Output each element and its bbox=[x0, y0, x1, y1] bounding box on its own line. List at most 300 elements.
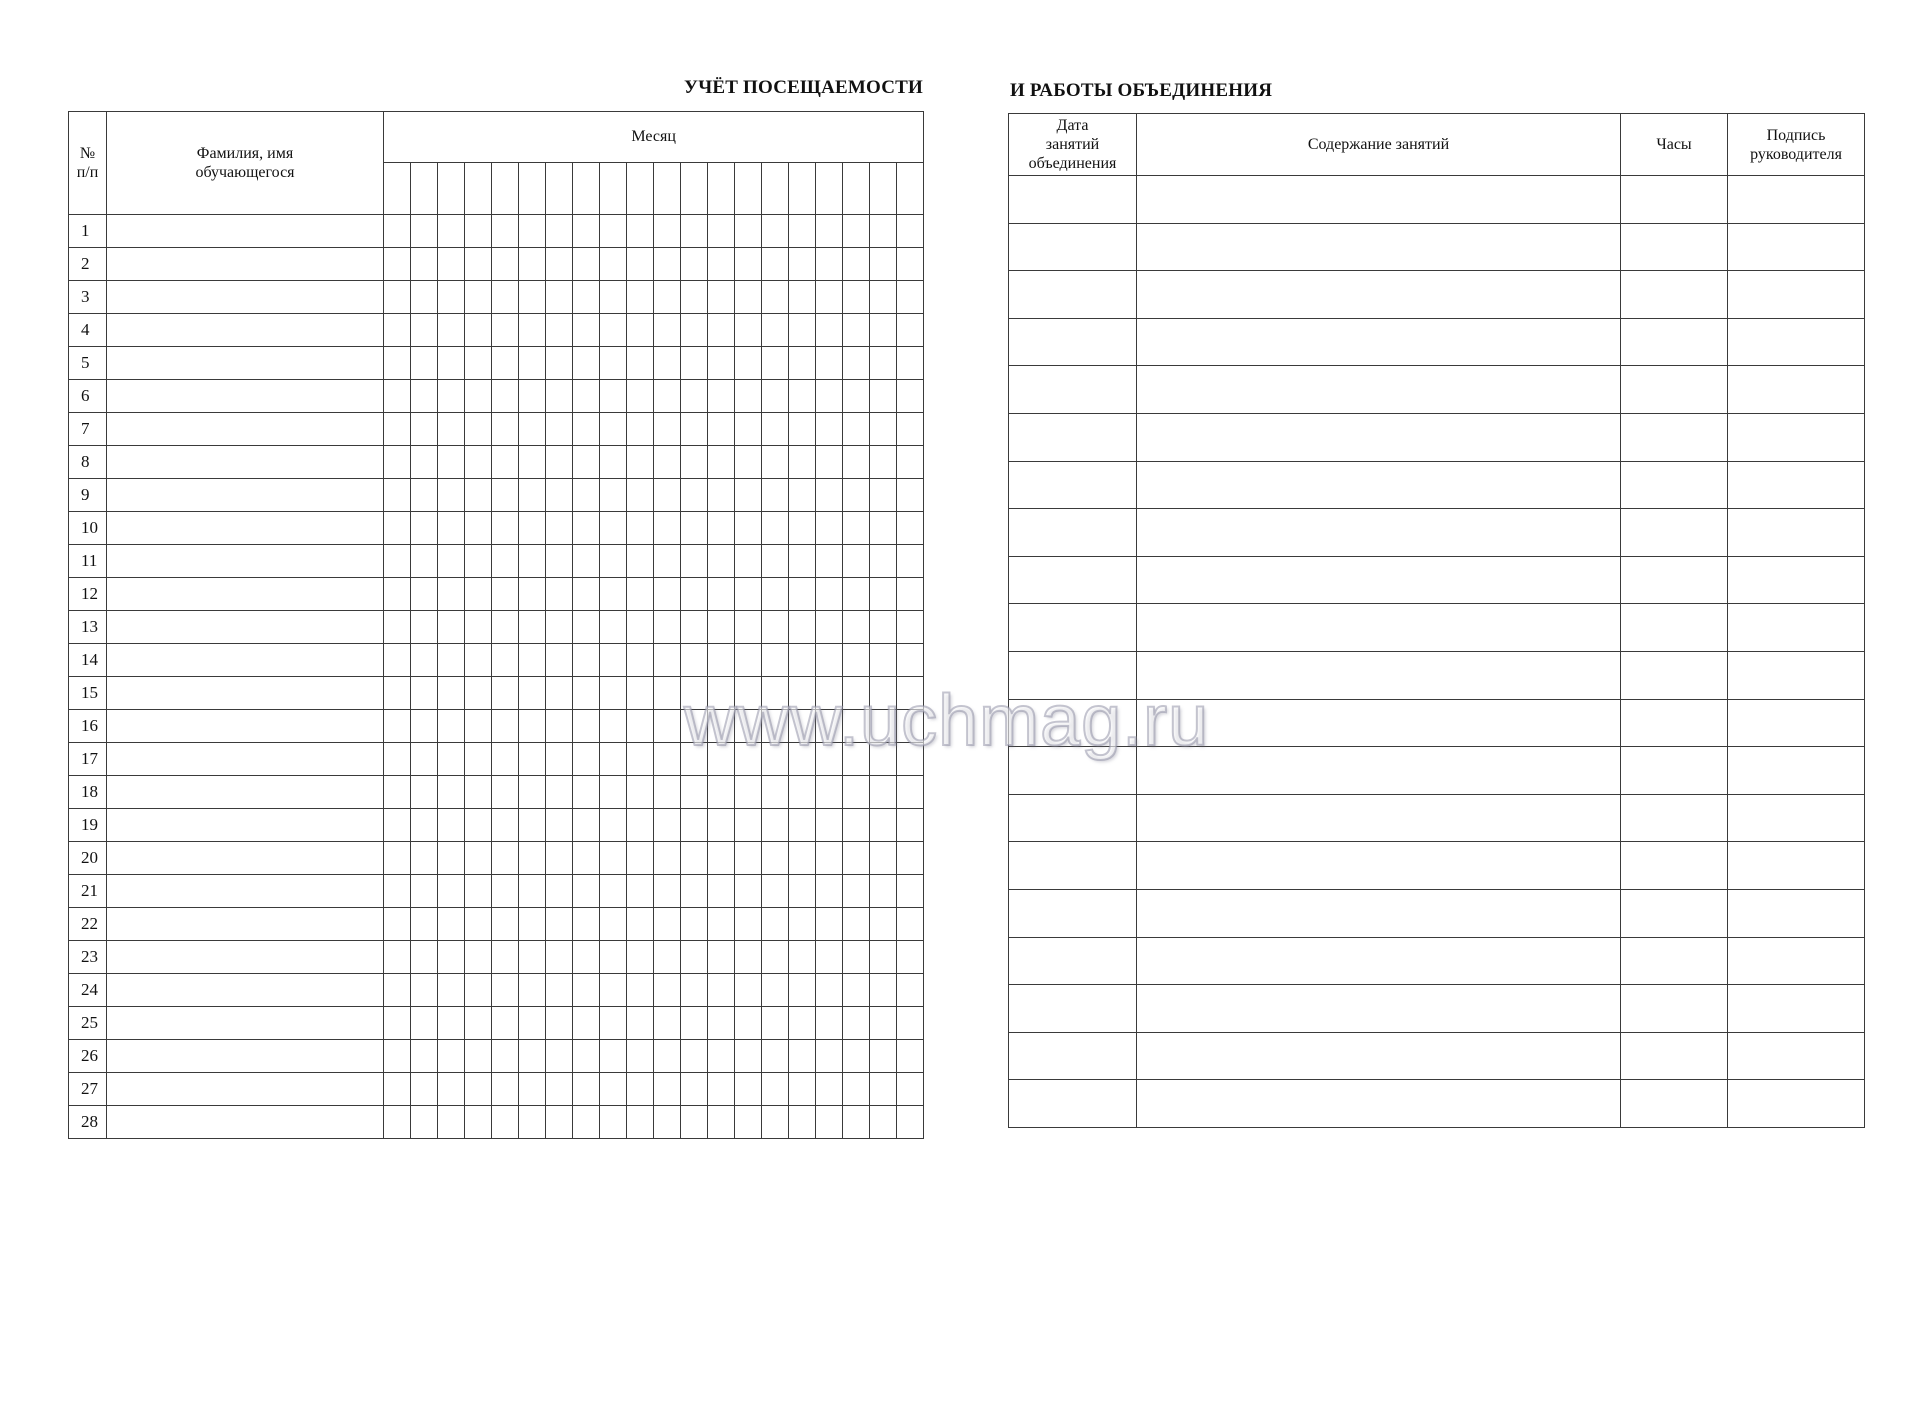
attendance-mark-cell[interactable] bbox=[762, 809, 789, 842]
lesson-content-cell[interactable] bbox=[1137, 509, 1621, 557]
attendance-mark-cell[interactable] bbox=[438, 974, 465, 1007]
attendance-mark-cell[interactable] bbox=[492, 710, 519, 743]
attendance-mark-cell[interactable] bbox=[708, 611, 735, 644]
attendance-mark-cell[interactable] bbox=[465, 776, 492, 809]
attendance-mark-cell[interactable] bbox=[789, 743, 816, 776]
lesson-hours-cell[interactable] bbox=[1621, 176, 1728, 224]
attendance-mark-cell[interactable] bbox=[546, 743, 573, 776]
student-name-cell[interactable] bbox=[107, 1106, 384, 1139]
attendance-mark-cell[interactable] bbox=[681, 446, 708, 479]
attendance-mark-cell[interactable] bbox=[735, 512, 762, 545]
attendance-mark-cell[interactable] bbox=[681, 314, 708, 347]
attendance-mark-cell[interactable] bbox=[870, 710, 897, 743]
attendance-mark-cell[interactable] bbox=[843, 413, 870, 446]
attendance-mark-cell[interactable] bbox=[681, 347, 708, 380]
attendance-mark-cell[interactable] bbox=[573, 875, 600, 908]
lesson-date-cell[interactable] bbox=[1009, 889, 1137, 937]
attendance-mark-cell[interactable] bbox=[573, 281, 600, 314]
lesson-date-cell[interactable] bbox=[1009, 461, 1137, 509]
attendance-mark-cell[interactable] bbox=[735, 776, 762, 809]
attendance-mark-cell[interactable] bbox=[411, 875, 438, 908]
attendance-mark-cell[interactable] bbox=[492, 776, 519, 809]
attendance-mark-cell[interactable] bbox=[870, 314, 897, 347]
attendance-mark-cell[interactable] bbox=[681, 479, 708, 512]
attendance-mark-cell[interactable] bbox=[735, 248, 762, 281]
attendance-mark-cell[interactable] bbox=[735, 644, 762, 677]
attendance-mark-cell[interactable] bbox=[897, 1106, 924, 1139]
attendance-mark-cell[interactable] bbox=[465, 248, 492, 281]
attendance-mark-cell[interactable] bbox=[384, 974, 411, 1007]
attendance-mark-cell[interactable] bbox=[546, 314, 573, 347]
lesson-signature-cell[interactable] bbox=[1728, 747, 1865, 795]
attendance-mark-cell[interactable] bbox=[735, 1073, 762, 1106]
attendance-mark-cell[interactable] bbox=[735, 413, 762, 446]
attendance-mark-cell[interactable] bbox=[816, 743, 843, 776]
attendance-mark-cell[interactable] bbox=[681, 677, 708, 710]
attendance-mark-cell[interactable] bbox=[411, 1040, 438, 1073]
lesson-hours-cell[interactable] bbox=[1621, 985, 1728, 1033]
attendance-mark-cell[interactable] bbox=[546, 1007, 573, 1040]
attendance-mark-cell[interactable] bbox=[816, 446, 843, 479]
attendance-mark-cell[interactable] bbox=[600, 314, 627, 347]
lesson-signature-cell[interactable] bbox=[1728, 937, 1865, 985]
attendance-mark-cell[interactable] bbox=[843, 1007, 870, 1040]
attendance-mark-cell[interactable] bbox=[546, 479, 573, 512]
attendance-mark-cell[interactable] bbox=[465, 941, 492, 974]
attendance-mark-cell[interactable] bbox=[519, 347, 546, 380]
attendance-mark-cell[interactable] bbox=[600, 710, 627, 743]
lesson-date-cell[interactable] bbox=[1009, 985, 1137, 1033]
attendance-mark-cell[interactable] bbox=[411, 479, 438, 512]
attendance-mark-cell[interactable] bbox=[384, 677, 411, 710]
attendance-mark-cell[interactable] bbox=[735, 545, 762, 578]
attendance-mark-cell[interactable] bbox=[519, 281, 546, 314]
attendance-mark-cell[interactable] bbox=[681, 215, 708, 248]
lesson-content-cell[interactable] bbox=[1137, 937, 1621, 985]
attendance-mark-cell[interactable] bbox=[897, 644, 924, 677]
student-name-cell[interactable] bbox=[107, 578, 384, 611]
attendance-mark-cell[interactable] bbox=[870, 1073, 897, 1106]
attendance-mark-cell[interactable] bbox=[843, 1040, 870, 1073]
student-name-cell[interactable] bbox=[107, 512, 384, 545]
attendance-mark-cell[interactable] bbox=[843, 380, 870, 413]
attendance-mark-cell[interactable] bbox=[654, 578, 681, 611]
attendance-mark-cell[interactable] bbox=[789, 941, 816, 974]
attendance-mark-cell[interactable] bbox=[573, 941, 600, 974]
attendance-mark-cell[interactable] bbox=[762, 974, 789, 1007]
attendance-mark-cell[interactable] bbox=[519, 314, 546, 347]
attendance-mark-cell[interactable] bbox=[627, 875, 654, 908]
attendance-mark-cell[interactable] bbox=[438, 677, 465, 710]
attendance-mark-cell[interactable] bbox=[681, 644, 708, 677]
attendance-mark-cell[interactable] bbox=[600, 479, 627, 512]
attendance-mark-cell[interactable] bbox=[519, 908, 546, 941]
attendance-mark-cell[interactable] bbox=[762, 578, 789, 611]
lesson-date-cell[interactable] bbox=[1009, 699, 1137, 747]
attendance-mark-cell[interactable] bbox=[789, 875, 816, 908]
lesson-signature-cell[interactable] bbox=[1728, 651, 1865, 699]
attendance-mark-cell[interactable] bbox=[438, 479, 465, 512]
attendance-mark-cell[interactable] bbox=[600, 809, 627, 842]
attendance-mark-cell[interactable] bbox=[816, 875, 843, 908]
student-name-cell[interactable] bbox=[107, 908, 384, 941]
lesson-signature-cell[interactable] bbox=[1728, 889, 1865, 937]
attendance-mark-cell[interactable] bbox=[411, 1007, 438, 1040]
attendance-mark-cell[interactable] bbox=[546, 611, 573, 644]
attendance-mark-cell[interactable] bbox=[492, 644, 519, 677]
attendance-mark-cell[interactable] bbox=[627, 809, 654, 842]
attendance-mark-cell[interactable] bbox=[438, 314, 465, 347]
attendance-mark-cell[interactable] bbox=[465, 1007, 492, 1040]
attendance-mark-cell[interactable] bbox=[735, 974, 762, 1007]
attendance-mark-cell[interactable] bbox=[627, 644, 654, 677]
attendance-mark-cell[interactable] bbox=[519, 644, 546, 677]
lesson-content-cell[interactable] bbox=[1137, 794, 1621, 842]
attendance-mark-cell[interactable] bbox=[384, 809, 411, 842]
attendance-mark-cell[interactable] bbox=[897, 743, 924, 776]
attendance-mark-cell[interactable] bbox=[708, 347, 735, 380]
student-name-cell[interactable] bbox=[107, 875, 384, 908]
day-column-header[interactable] bbox=[654, 163, 681, 215]
attendance-mark-cell[interactable] bbox=[870, 974, 897, 1007]
attendance-mark-cell[interactable] bbox=[546, 1073, 573, 1106]
attendance-mark-cell[interactable] bbox=[708, 1073, 735, 1106]
lesson-hours-cell[interactable] bbox=[1621, 604, 1728, 652]
attendance-mark-cell[interactable] bbox=[762, 941, 789, 974]
attendance-mark-cell[interactable] bbox=[627, 710, 654, 743]
attendance-mark-cell[interactable] bbox=[546, 776, 573, 809]
attendance-mark-cell[interactable] bbox=[654, 347, 681, 380]
attendance-mark-cell[interactable] bbox=[654, 677, 681, 710]
student-name-cell[interactable] bbox=[107, 644, 384, 677]
attendance-mark-cell[interactable] bbox=[573, 380, 600, 413]
attendance-mark-cell[interactable] bbox=[654, 545, 681, 578]
attendance-mark-cell[interactable] bbox=[384, 479, 411, 512]
attendance-mark-cell[interactable] bbox=[681, 1007, 708, 1040]
attendance-mark-cell[interactable] bbox=[411, 281, 438, 314]
attendance-mark-cell[interactable] bbox=[843, 281, 870, 314]
lesson-signature-cell[interactable] bbox=[1728, 176, 1865, 224]
attendance-mark-cell[interactable] bbox=[681, 611, 708, 644]
attendance-mark-cell[interactable] bbox=[384, 281, 411, 314]
attendance-mark-cell[interactable] bbox=[843, 215, 870, 248]
attendance-mark-cell[interactable] bbox=[546, 446, 573, 479]
student-name-cell[interactable] bbox=[107, 809, 384, 842]
attendance-mark-cell[interactable] bbox=[681, 413, 708, 446]
attendance-mark-cell[interactable] bbox=[870, 512, 897, 545]
attendance-mark-cell[interactable] bbox=[492, 1007, 519, 1040]
attendance-mark-cell[interactable] bbox=[627, 1007, 654, 1040]
lesson-date-cell[interactable] bbox=[1009, 747, 1137, 795]
attendance-mark-cell[interactable] bbox=[843, 512, 870, 545]
attendance-mark-cell[interactable] bbox=[384, 446, 411, 479]
student-name-cell[interactable] bbox=[107, 545, 384, 578]
attendance-mark-cell[interactable] bbox=[519, 875, 546, 908]
attendance-mark-cell[interactable] bbox=[438, 446, 465, 479]
attendance-mark-cell[interactable] bbox=[870, 809, 897, 842]
attendance-mark-cell[interactable] bbox=[546, 809, 573, 842]
attendance-mark-cell[interactable] bbox=[816, 1007, 843, 1040]
attendance-mark-cell[interactable] bbox=[600, 941, 627, 974]
attendance-mark-cell[interactable] bbox=[492, 281, 519, 314]
attendance-mark-cell[interactable] bbox=[762, 512, 789, 545]
attendance-mark-cell[interactable] bbox=[438, 611, 465, 644]
attendance-mark-cell[interactable] bbox=[519, 941, 546, 974]
attendance-mark-cell[interactable] bbox=[465, 314, 492, 347]
attendance-mark-cell[interactable] bbox=[654, 743, 681, 776]
attendance-mark-cell[interactable] bbox=[438, 743, 465, 776]
lesson-signature-cell[interactable] bbox=[1728, 509, 1865, 557]
attendance-mark-cell[interactable] bbox=[870, 248, 897, 281]
attendance-mark-cell[interactable] bbox=[762, 1106, 789, 1139]
attendance-mark-cell[interactable] bbox=[843, 578, 870, 611]
student-name-cell[interactable] bbox=[107, 677, 384, 710]
attendance-mark-cell[interactable] bbox=[708, 908, 735, 941]
attendance-mark-cell[interactable] bbox=[762, 446, 789, 479]
attendance-mark-cell[interactable] bbox=[519, 710, 546, 743]
attendance-mark-cell[interactable] bbox=[708, 248, 735, 281]
attendance-mark-cell[interactable] bbox=[789, 281, 816, 314]
attendance-mark-cell[interactable] bbox=[843, 974, 870, 1007]
attendance-mark-cell[interactable] bbox=[384, 743, 411, 776]
student-name-cell[interactable] bbox=[107, 248, 384, 281]
lesson-content-cell[interactable] bbox=[1137, 176, 1621, 224]
attendance-mark-cell[interactable] bbox=[411, 380, 438, 413]
attendance-mark-cell[interactable] bbox=[600, 215, 627, 248]
attendance-mark-cell[interactable] bbox=[411, 446, 438, 479]
lesson-content-cell[interactable] bbox=[1137, 223, 1621, 271]
attendance-mark-cell[interactable] bbox=[816, 347, 843, 380]
attendance-mark-cell[interactable] bbox=[897, 578, 924, 611]
attendance-mark-cell[interactable] bbox=[492, 1106, 519, 1139]
attendance-mark-cell[interactable] bbox=[654, 446, 681, 479]
attendance-mark-cell[interactable] bbox=[789, 677, 816, 710]
attendance-mark-cell[interactable] bbox=[492, 248, 519, 281]
attendance-mark-cell[interactable] bbox=[708, 776, 735, 809]
attendance-mark-cell[interactable] bbox=[789, 413, 816, 446]
lesson-hours-cell[interactable] bbox=[1621, 461, 1728, 509]
attendance-mark-cell[interactable] bbox=[870, 776, 897, 809]
attendance-mark-cell[interactable] bbox=[411, 314, 438, 347]
attendance-mark-cell[interactable] bbox=[519, 479, 546, 512]
attendance-mark-cell[interactable] bbox=[492, 413, 519, 446]
attendance-mark-cell[interactable] bbox=[600, 974, 627, 1007]
lesson-content-cell[interactable] bbox=[1137, 889, 1621, 937]
lesson-hours-cell[interactable] bbox=[1621, 413, 1728, 461]
attendance-mark-cell[interactable] bbox=[789, 446, 816, 479]
attendance-mark-cell[interactable] bbox=[870, 413, 897, 446]
attendance-mark-cell[interactable] bbox=[708, 1106, 735, 1139]
lesson-content-cell[interactable] bbox=[1137, 271, 1621, 319]
attendance-mark-cell[interactable] bbox=[384, 611, 411, 644]
attendance-mark-cell[interactable] bbox=[735, 743, 762, 776]
attendance-mark-cell[interactable] bbox=[816, 941, 843, 974]
attendance-mark-cell[interactable] bbox=[627, 1073, 654, 1106]
attendance-mark-cell[interactable] bbox=[384, 578, 411, 611]
attendance-mark-cell[interactable] bbox=[627, 974, 654, 1007]
attendance-mark-cell[interactable] bbox=[627, 380, 654, 413]
attendance-mark-cell[interactable] bbox=[654, 974, 681, 1007]
attendance-mark-cell[interactable] bbox=[438, 413, 465, 446]
attendance-mark-cell[interactable] bbox=[411, 1106, 438, 1139]
day-column-header[interactable] bbox=[573, 163, 600, 215]
attendance-mark-cell[interactable] bbox=[492, 941, 519, 974]
student-name-cell[interactable] bbox=[107, 479, 384, 512]
attendance-mark-cell[interactable] bbox=[627, 941, 654, 974]
lesson-content-cell[interactable] bbox=[1137, 1080, 1621, 1128]
attendance-mark-cell[interactable] bbox=[627, 677, 654, 710]
student-name-cell[interactable] bbox=[107, 842, 384, 875]
attendance-mark-cell[interactable] bbox=[546, 710, 573, 743]
attendance-mark-cell[interactable] bbox=[465, 413, 492, 446]
attendance-mark-cell[interactable] bbox=[573, 578, 600, 611]
attendance-mark-cell[interactable] bbox=[411, 710, 438, 743]
attendance-mark-cell[interactable] bbox=[546, 248, 573, 281]
attendance-mark-cell[interactable] bbox=[681, 941, 708, 974]
lesson-hours-cell[interactable] bbox=[1621, 699, 1728, 747]
attendance-mark-cell[interactable] bbox=[897, 1073, 924, 1106]
lesson-content-cell[interactable] bbox=[1137, 318, 1621, 366]
attendance-mark-cell[interactable] bbox=[708, 281, 735, 314]
attendance-mark-cell[interactable] bbox=[681, 578, 708, 611]
attendance-mark-cell[interactable] bbox=[546, 677, 573, 710]
attendance-mark-cell[interactable] bbox=[384, 413, 411, 446]
attendance-mark-cell[interactable] bbox=[384, 380, 411, 413]
lesson-signature-cell[interactable] bbox=[1728, 699, 1865, 747]
lesson-hours-cell[interactable] bbox=[1621, 889, 1728, 937]
attendance-mark-cell[interactable] bbox=[762, 314, 789, 347]
attendance-mark-cell[interactable] bbox=[654, 1106, 681, 1139]
attendance-mark-cell[interactable] bbox=[492, 314, 519, 347]
day-column-header[interactable] bbox=[762, 163, 789, 215]
attendance-mark-cell[interactable] bbox=[492, 908, 519, 941]
attendance-mark-cell[interactable] bbox=[735, 677, 762, 710]
attendance-mark-cell[interactable] bbox=[816, 1040, 843, 1073]
attendance-mark-cell[interactable] bbox=[438, 842, 465, 875]
attendance-mark-cell[interactable] bbox=[897, 413, 924, 446]
attendance-mark-cell[interactable] bbox=[708, 413, 735, 446]
attendance-mark-cell[interactable] bbox=[789, 644, 816, 677]
attendance-mark-cell[interactable] bbox=[492, 1040, 519, 1073]
attendance-mark-cell[interactable] bbox=[465, 578, 492, 611]
attendance-mark-cell[interactable] bbox=[816, 776, 843, 809]
day-column-header[interactable] bbox=[843, 163, 870, 215]
attendance-mark-cell[interactable] bbox=[600, 908, 627, 941]
attendance-mark-cell[interactable] bbox=[897, 314, 924, 347]
attendance-mark-cell[interactable] bbox=[492, 743, 519, 776]
attendance-mark-cell[interactable] bbox=[465, 974, 492, 1007]
attendance-mark-cell[interactable] bbox=[465, 545, 492, 578]
attendance-mark-cell[interactable] bbox=[843, 347, 870, 380]
attendance-mark-cell[interactable] bbox=[600, 1040, 627, 1073]
attendance-mark-cell[interactable] bbox=[897, 446, 924, 479]
lesson-signature-cell[interactable] bbox=[1728, 271, 1865, 319]
attendance-mark-cell[interactable] bbox=[600, 677, 627, 710]
attendance-mark-cell[interactable] bbox=[654, 776, 681, 809]
lesson-content-cell[interactable] bbox=[1137, 842, 1621, 890]
attendance-mark-cell[interactable] bbox=[708, 644, 735, 677]
attendance-mark-cell[interactable] bbox=[870, 1106, 897, 1139]
attendance-mark-cell[interactable] bbox=[897, 281, 924, 314]
attendance-mark-cell[interactable] bbox=[789, 809, 816, 842]
student-name-cell[interactable] bbox=[107, 1007, 384, 1040]
attendance-mark-cell[interactable] bbox=[654, 710, 681, 743]
attendance-mark-cell[interactable] bbox=[870, 281, 897, 314]
attendance-mark-cell[interactable] bbox=[600, 347, 627, 380]
attendance-mark-cell[interactable] bbox=[384, 545, 411, 578]
attendance-mark-cell[interactable] bbox=[492, 446, 519, 479]
attendance-mark-cell[interactable] bbox=[573, 1073, 600, 1106]
attendance-mark-cell[interactable] bbox=[789, 314, 816, 347]
day-column-header[interactable] bbox=[465, 163, 492, 215]
attendance-mark-cell[interactable] bbox=[465, 710, 492, 743]
attendance-mark-cell[interactable] bbox=[465, 842, 492, 875]
attendance-mark-cell[interactable] bbox=[438, 710, 465, 743]
attendance-mark-cell[interactable] bbox=[519, 1040, 546, 1073]
attendance-mark-cell[interactable] bbox=[681, 512, 708, 545]
attendance-mark-cell[interactable] bbox=[546, 380, 573, 413]
attendance-mark-cell[interactable] bbox=[654, 908, 681, 941]
day-column-header[interactable] bbox=[519, 163, 546, 215]
attendance-mark-cell[interactable] bbox=[465, 809, 492, 842]
student-name-cell[interactable] bbox=[107, 1073, 384, 1106]
attendance-mark-cell[interactable] bbox=[492, 578, 519, 611]
attendance-mark-cell[interactable] bbox=[762, 842, 789, 875]
attendance-mark-cell[interactable] bbox=[627, 743, 654, 776]
lesson-signature-cell[interactable] bbox=[1728, 461, 1865, 509]
attendance-mark-cell[interactable] bbox=[789, 710, 816, 743]
attendance-mark-cell[interactable] bbox=[573, 215, 600, 248]
day-column-header[interactable] bbox=[708, 163, 735, 215]
attendance-mark-cell[interactable] bbox=[897, 479, 924, 512]
attendance-mark-cell[interactable] bbox=[546, 875, 573, 908]
attendance-mark-cell[interactable] bbox=[843, 644, 870, 677]
day-column-header[interactable] bbox=[492, 163, 519, 215]
attendance-mark-cell[interactable] bbox=[573, 974, 600, 1007]
attendance-mark-cell[interactable] bbox=[384, 776, 411, 809]
attendance-mark-cell[interactable] bbox=[762, 644, 789, 677]
attendance-mark-cell[interactable] bbox=[897, 248, 924, 281]
lesson-hours-cell[interactable] bbox=[1621, 556, 1728, 604]
lesson-content-cell[interactable] bbox=[1137, 366, 1621, 414]
attendance-mark-cell[interactable] bbox=[708, 842, 735, 875]
attendance-mark-cell[interactable] bbox=[789, 248, 816, 281]
attendance-mark-cell[interactable] bbox=[573, 1106, 600, 1139]
attendance-mark-cell[interactable] bbox=[465, 644, 492, 677]
attendance-mark-cell[interactable] bbox=[492, 1073, 519, 1106]
lesson-date-cell[interactable] bbox=[1009, 937, 1137, 985]
attendance-mark-cell[interactable] bbox=[384, 512, 411, 545]
day-column-header[interactable] bbox=[627, 163, 654, 215]
attendance-mark-cell[interactable] bbox=[438, 644, 465, 677]
attendance-mark-cell[interactable] bbox=[843, 710, 870, 743]
lesson-hours-cell[interactable] bbox=[1621, 747, 1728, 795]
attendance-mark-cell[interactable] bbox=[816, 380, 843, 413]
attendance-mark-cell[interactable] bbox=[573, 248, 600, 281]
lesson-date-cell[interactable] bbox=[1009, 366, 1137, 414]
student-name-cell[interactable] bbox=[107, 776, 384, 809]
attendance-mark-cell[interactable] bbox=[600, 644, 627, 677]
attendance-mark-cell[interactable] bbox=[708, 578, 735, 611]
day-column-header[interactable] bbox=[411, 163, 438, 215]
attendance-mark-cell[interactable] bbox=[762, 413, 789, 446]
student-name-cell[interactable] bbox=[107, 446, 384, 479]
attendance-mark-cell[interactable] bbox=[384, 941, 411, 974]
attendance-mark-cell[interactable] bbox=[492, 875, 519, 908]
attendance-mark-cell[interactable] bbox=[708, 710, 735, 743]
attendance-mark-cell[interactable] bbox=[762, 479, 789, 512]
lesson-hours-cell[interactable] bbox=[1621, 509, 1728, 557]
